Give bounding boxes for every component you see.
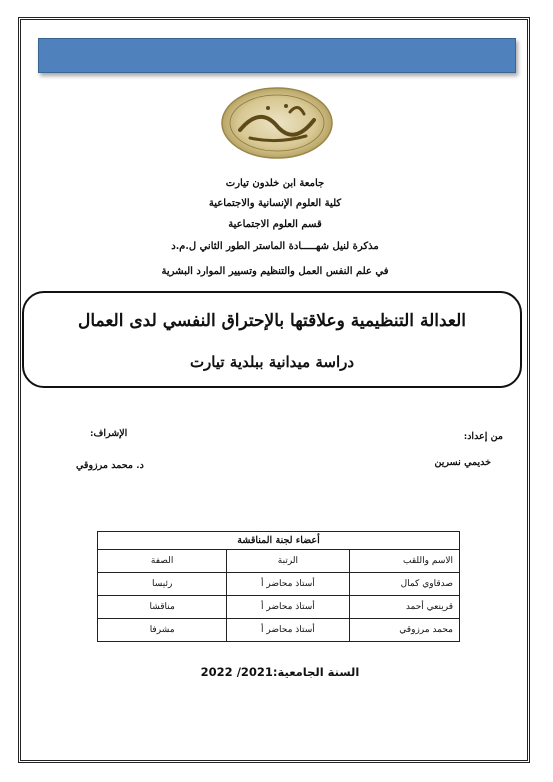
logo-seal-graphic: [220, 86, 334, 160]
member-rank: أستاذ محاضر أ: [227, 573, 349, 596]
thesis-subtitle: دراسة ميدانية ببلدية تيارت: [189, 353, 355, 371]
supervision-label: الإشراف:: [90, 428, 128, 439]
member-name: صدقاوي كمال: [349, 573, 459, 596]
table-row: [98, 596, 460, 619]
thesis-title: العدالة التنظيمية وعلاقتها بالإحتراق النفسي لدى العمال: [77, 311, 466, 331]
table-header-row: [98, 550, 460, 573]
committee-table: [97, 531, 460, 642]
member-role: مشرفا: [98, 619, 227, 642]
supervisor-name: د. محمد مرزوقي: [76, 460, 144, 471]
member-role: رئيسا: [98, 573, 227, 596]
prepared-by-label: من إعداد:: [463, 431, 503, 442]
degree-line: مذكرة لنيل شهـــــادة الماستر الطور الثاني ل.م.د: [171, 241, 379, 252]
student-name: خديمي نسرين: [434, 457, 491, 468]
header-name: الاسم واللقب: [349, 550, 459, 573]
field-line: في علم النفس العمل والتنظيم وتسيير الموارد البشرية: [161, 266, 389, 277]
member-role: مناقشا: [98, 596, 227, 619]
table-row: [98, 573, 460, 596]
header-role: الصفة: [98, 550, 227, 573]
university-name: جامعة ابن خلدون تيارت: [225, 178, 325, 189]
header-banner: [38, 38, 516, 73]
header-rank: الرتبة: [227, 550, 349, 573]
department-name: قسم العلوم الاجتماعية: [228, 219, 322, 230]
committee-caption: أعضاء لجنة المناقشة: [98, 532, 460, 550]
thesis-title-box: [22, 291, 522, 388]
table-row: [98, 619, 460, 642]
member-name: قرينعي أحمد: [349, 596, 459, 619]
member-name: محمد مرزوقي: [349, 619, 459, 642]
faculty-name: كلية العلوم الإنسانية والاجتماعية: [208, 198, 342, 209]
member-rank: أستاذ محاضر أ: [227, 619, 349, 642]
member-rank: أستاذ محاضر أ: [227, 596, 349, 619]
university-logo: [220, 86, 334, 160]
academic-year: السنة الجامعية:2021/ 2022: [200, 665, 360, 679]
